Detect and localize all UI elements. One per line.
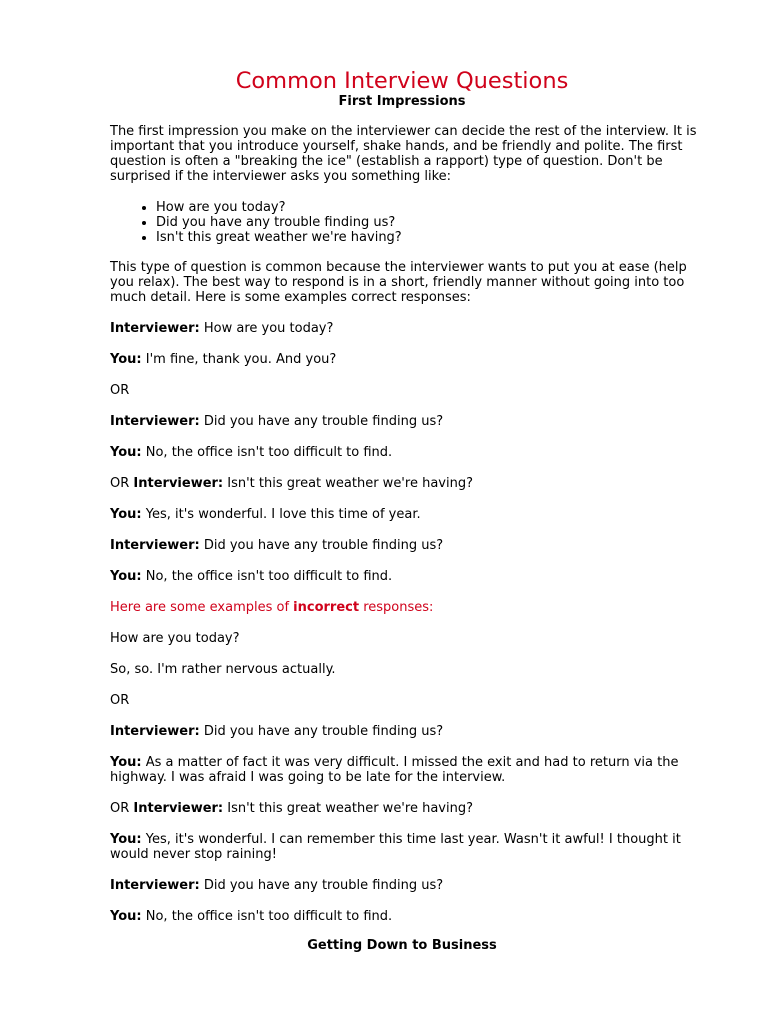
- dialogue-text: As a matter of fact it was very difficult. I missed the exit and had to return via the highway. I was afraid I was going to be late for the interview.: [110, 755, 679, 785]
- explanation-paragraph: This type of question is common because the interviewer wants to put you at ease (help you relax). The best way to respond is in a short, friendly manner without going into too much detail. Here is some examples correct responses:: [110, 260, 687, 305]
- heading-text: Here are some examples of: [110, 600, 294, 615]
- dialogue-line: [110, 414, 710, 429]
- dialogue-line: [110, 321, 710, 336]
- intro-paragraph: The first impression you make on the interviewer can decide the rest of the interview. It is important that you introduce yourself, shake hands, and be friendly and polite. The first question is often a "breaking the ice" (establish a rapport) type of question. Don't be surprised if the interviewer asks you something like:: [110, 124, 697, 184]
- dialogue-line: [110, 476, 710, 491]
- speaker-label: Interviewer:: [110, 321, 200, 336]
- speaker-label: Interviewer:: [133, 476, 224, 491]
- dialogue-text: Did you have any trouble finding us?: [203, 414, 444, 429]
- speaker-label: Interviewer:: [133, 801, 224, 816]
- dialogue-text: Did you have any trouble finding us?: [203, 538, 444, 553]
- dialogue-line: [110, 878, 710, 893]
- section-heading-getting-down-to-business: Getting Down to Business: [307, 938, 497, 953]
- speaker-label: You:: [110, 755, 142, 770]
- speaker-label: You:: [110, 445, 142, 460]
- dialogue-text: No, the office isn't too difficult to find.: [145, 909, 393, 924]
- dialogue-line: [110, 445, 710, 460]
- dialogue-text: How are you today?: [203, 321, 334, 336]
- or-separator: OR: [110, 476, 130, 491]
- heading-emphasis: incorrect: [293, 600, 360, 615]
- dialogue-text: Isn't this great weather we're having?: [227, 801, 473, 816]
- dialogue-text: Yes, it's wonderful. I love this time of year.: [145, 507, 421, 522]
- dialogue-line: [110, 801, 710, 816]
- or-separator: OR: [110, 383, 130, 398]
- speaker-label: Interviewer:: [110, 878, 200, 893]
- dialogue-text: Yes, it's wonderful. I can remember this time last year. Wasn't it awful! I thought it would never stop raining!: [110, 832, 681, 862]
- or-separator: OR: [110, 801, 130, 816]
- document-title: Common Interview Questions: [235, 68, 569, 94]
- dialogue-line: [110, 832, 710, 862]
- speaker-label: You:: [110, 832, 142, 847]
- speaker-label: You:: [110, 507, 142, 522]
- dialogue-line: [110, 724, 710, 739]
- dialogue-line: [110, 569, 710, 584]
- speaker-label: Interviewer:: [110, 724, 200, 739]
- incorrect-examples-heading: [110, 600, 710, 615]
- example-questions-list: [110, 200, 710, 245]
- document-body: [110, 124, 710, 940]
- dialogue-text: No, the office isn't too difficult to find.: [145, 445, 393, 460]
- dialogue-text: No, the office isn't too difficult to find.: [145, 569, 393, 584]
- dialogue-line: [110, 538, 710, 553]
- dialogue-text: Isn't this great weather we're having?: [227, 476, 473, 491]
- dialogue-line: [110, 755, 710, 785]
- dialogue-text: Did you have any trouble finding us?: [203, 878, 444, 893]
- list-item: • How are you today?: [156, 200, 710, 215]
- list-item: • Isn't this great weather we're having?: [156, 230, 710, 245]
- speaker-label: You:: [110, 352, 142, 367]
- speaker-label: Interviewer:: [110, 538, 200, 553]
- section-heading-first-impressions: First Impressions: [338, 94, 466, 109]
- speaker-label: Interviewer:: [110, 414, 200, 429]
- dialogue-text: Did you have any trouble finding us?: [203, 724, 444, 739]
- dialogue-line: So, so. I'm rather nervous actually.: [110, 662, 336, 677]
- heading-text: responses:: [359, 600, 434, 615]
- speaker-label: You:: [110, 569, 142, 584]
- or-separator: OR: [110, 693, 130, 708]
- speaker-label: You:: [110, 909, 142, 924]
- dialogue-line: [110, 507, 710, 522]
- dialogue-line: How are you today?: [110, 631, 240, 646]
- list-item: • Did you have any trouble finding us?: [156, 215, 710, 230]
- dialogue-line: [110, 909, 710, 924]
- dialogue-line: [110, 352, 710, 367]
- dialogue-text: I'm fine, thank you. And you?: [145, 352, 337, 367]
